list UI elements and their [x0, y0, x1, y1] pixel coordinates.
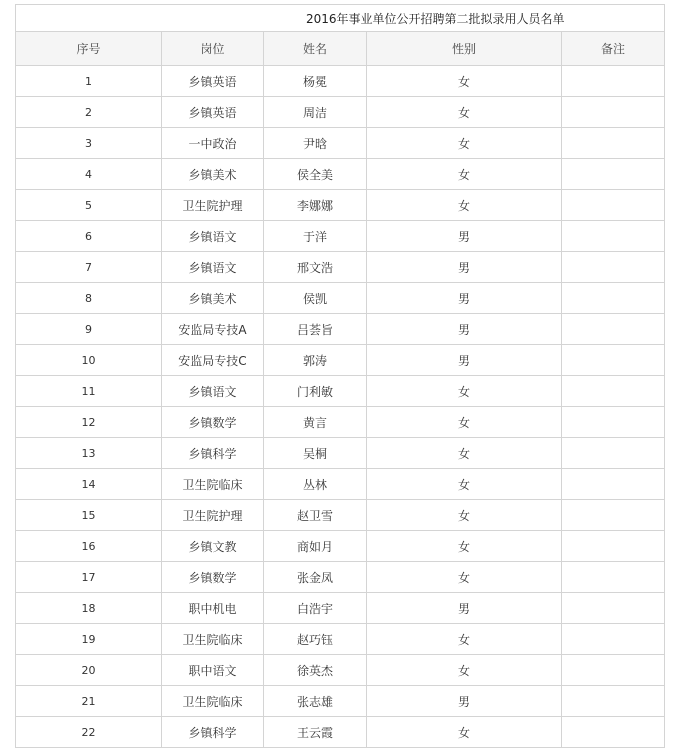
cell-gender: 女	[367, 469, 562, 500]
cell-post: 职中机电	[162, 593, 264, 624]
table-row	[16, 128, 665, 159]
cell-post: 乡镇语文	[162, 252, 264, 283]
table-row	[16, 376, 665, 407]
cell-post: 卫生院临床	[162, 624, 264, 655]
table-row	[16, 655, 665, 686]
cell-post: 乡镇英语	[162, 66, 264, 97]
cell-number: 17	[16, 562, 162, 593]
cell-gender: 女	[367, 190, 562, 221]
table-row	[16, 66, 665, 97]
cell-note	[562, 593, 665, 624]
cell-name: 郭涛	[264, 345, 367, 376]
cell-gender: 女	[367, 128, 562, 159]
cell-post: 乡镇美术	[162, 159, 264, 190]
table-row	[16, 500, 665, 531]
cell-note	[562, 66, 665, 97]
cell-number: 18	[16, 593, 162, 624]
cell-gender: 男	[367, 283, 562, 314]
cell-post: 卫生院护理	[162, 190, 264, 221]
roster-table	[15, 4, 665, 748]
cell-gender: 女	[367, 159, 562, 190]
table-row	[16, 686, 665, 717]
cell-gender: 女	[367, 655, 562, 686]
cell-number: 4	[16, 159, 162, 190]
cell-number: 6	[16, 221, 162, 252]
cell-post: 乡镇语文	[162, 221, 264, 252]
cell-note	[562, 128, 665, 159]
table-row	[16, 717, 665, 748]
table-row	[16, 314, 665, 345]
cell-number: 20	[16, 655, 162, 686]
cell-gender: 女	[367, 624, 562, 655]
cell-name: 邢文浩	[264, 252, 367, 283]
cell-note	[562, 252, 665, 283]
cell-note	[562, 531, 665, 562]
cell-post: 乡镇美术	[162, 283, 264, 314]
cell-number: 14	[16, 469, 162, 500]
cell-name: 吕荟旨	[264, 314, 367, 345]
cell-gender: 男	[367, 345, 562, 376]
cell-number: 13	[16, 438, 162, 469]
cell-post: 乡镇英语	[162, 97, 264, 128]
table-row	[16, 345, 665, 376]
table-row	[16, 469, 665, 500]
cell-note	[562, 717, 665, 748]
table-row	[16, 97, 665, 128]
roster-sheet	[15, 4, 664, 748]
cell-name: 王云霞	[264, 717, 367, 748]
cell-gender: 女	[367, 717, 562, 748]
cell-name: 吴桐	[264, 438, 367, 469]
table-row	[16, 531, 665, 562]
cell-note	[562, 221, 665, 252]
cell-note	[562, 686, 665, 717]
column-header-gender: 性别	[367, 32, 562, 66]
cell-note	[562, 376, 665, 407]
table-row	[16, 407, 665, 438]
cell-name: 李娜娜	[264, 190, 367, 221]
table-row	[16, 221, 665, 252]
cell-note	[562, 469, 665, 500]
cell-name: 商如月	[264, 531, 367, 562]
table-row	[16, 159, 665, 190]
table-row	[16, 190, 665, 221]
cell-name: 侯凯	[264, 283, 367, 314]
cell-name: 赵巧钰	[264, 624, 367, 655]
cell-gender: 女	[367, 66, 562, 97]
cell-name: 于洋	[264, 221, 367, 252]
table-row	[16, 283, 665, 314]
cell-post: 卫生院临床	[162, 469, 264, 500]
cell-number: 19	[16, 624, 162, 655]
cell-name: 门利敏	[264, 376, 367, 407]
cell-number: 5	[16, 190, 162, 221]
cell-gender: 女	[367, 562, 562, 593]
cell-post: 乡镇数学	[162, 562, 264, 593]
cell-post: 乡镇语文	[162, 376, 264, 407]
cell-post: 乡镇科学	[162, 717, 264, 748]
cell-number: 21	[16, 686, 162, 717]
cell-post: 安监局专技C	[162, 345, 264, 376]
cell-number: 10	[16, 345, 162, 376]
cell-post: 乡镇数学	[162, 407, 264, 438]
cell-note	[562, 345, 665, 376]
cell-note	[562, 655, 665, 686]
cell-note	[562, 190, 665, 221]
cell-gender: 男	[367, 314, 562, 345]
title-row	[16, 5, 665, 32]
cell-name: 周洁	[264, 97, 367, 128]
table-row	[16, 593, 665, 624]
cell-number: 8	[16, 283, 162, 314]
cell-name: 张金凤	[264, 562, 367, 593]
cell-number: 22	[16, 717, 162, 748]
cell-number: 9	[16, 314, 162, 345]
cell-name: 丛林	[264, 469, 367, 500]
roster-table-body	[16, 5, 665, 748]
cell-gender: 女	[367, 438, 562, 469]
cell-gender: 男	[367, 252, 562, 283]
cell-number: 3	[16, 128, 162, 159]
cell-name: 侯全美	[264, 159, 367, 190]
cell-number: 12	[16, 407, 162, 438]
column-header-note: 备注	[562, 32, 665, 66]
table-title: 2016年事业单位公开招聘第二批拟录用人员名单	[16, 5, 665, 32]
cell-gender: 女	[367, 531, 562, 562]
table-row	[16, 624, 665, 655]
table-row	[16, 438, 665, 469]
cell-number: 7	[16, 252, 162, 283]
header-row	[16, 32, 665, 66]
cell-name: 徐英杰	[264, 655, 367, 686]
column-header-name: 姓名	[264, 32, 367, 66]
cell-name: 张志雄	[264, 686, 367, 717]
cell-name: 尹晗	[264, 128, 367, 159]
cell-post: 安监局专技A	[162, 314, 264, 345]
cell-gender: 男	[367, 221, 562, 252]
cell-note	[562, 283, 665, 314]
cell-post: 职中语文	[162, 655, 264, 686]
cell-name: 黄言	[264, 407, 367, 438]
cell-post: 卫生院护理	[162, 500, 264, 531]
cell-number: 1	[16, 66, 162, 97]
cell-number: 16	[16, 531, 162, 562]
column-header-post: 岗位	[162, 32, 264, 66]
cell-note	[562, 562, 665, 593]
cell-gender: 女	[367, 376, 562, 407]
cell-number: 11	[16, 376, 162, 407]
cell-post: 一中政治	[162, 128, 264, 159]
cell-number: 15	[16, 500, 162, 531]
cell-note	[562, 500, 665, 531]
cell-gender: 女	[367, 500, 562, 531]
cell-note	[562, 314, 665, 345]
cell-gender: 男	[367, 686, 562, 717]
cell-name: 杨冕	[264, 66, 367, 97]
table-row	[16, 562, 665, 593]
cell-gender: 男	[367, 593, 562, 624]
column-header-number: 序号	[16, 32, 162, 66]
cell-note	[562, 407, 665, 438]
table-row	[16, 252, 665, 283]
cell-note	[562, 438, 665, 469]
cell-number: 2	[16, 97, 162, 128]
cell-gender: 女	[367, 97, 562, 128]
cell-post: 乡镇科学	[162, 438, 264, 469]
cell-name: 白浩宇	[264, 593, 367, 624]
cell-name: 赵卫雪	[264, 500, 367, 531]
cell-note	[562, 159, 665, 190]
cell-post: 卫生院临床	[162, 686, 264, 717]
cell-gender: 女	[367, 407, 562, 438]
cell-note	[562, 97, 665, 128]
cell-post: 乡镇文教	[162, 531, 264, 562]
cell-note	[562, 624, 665, 655]
